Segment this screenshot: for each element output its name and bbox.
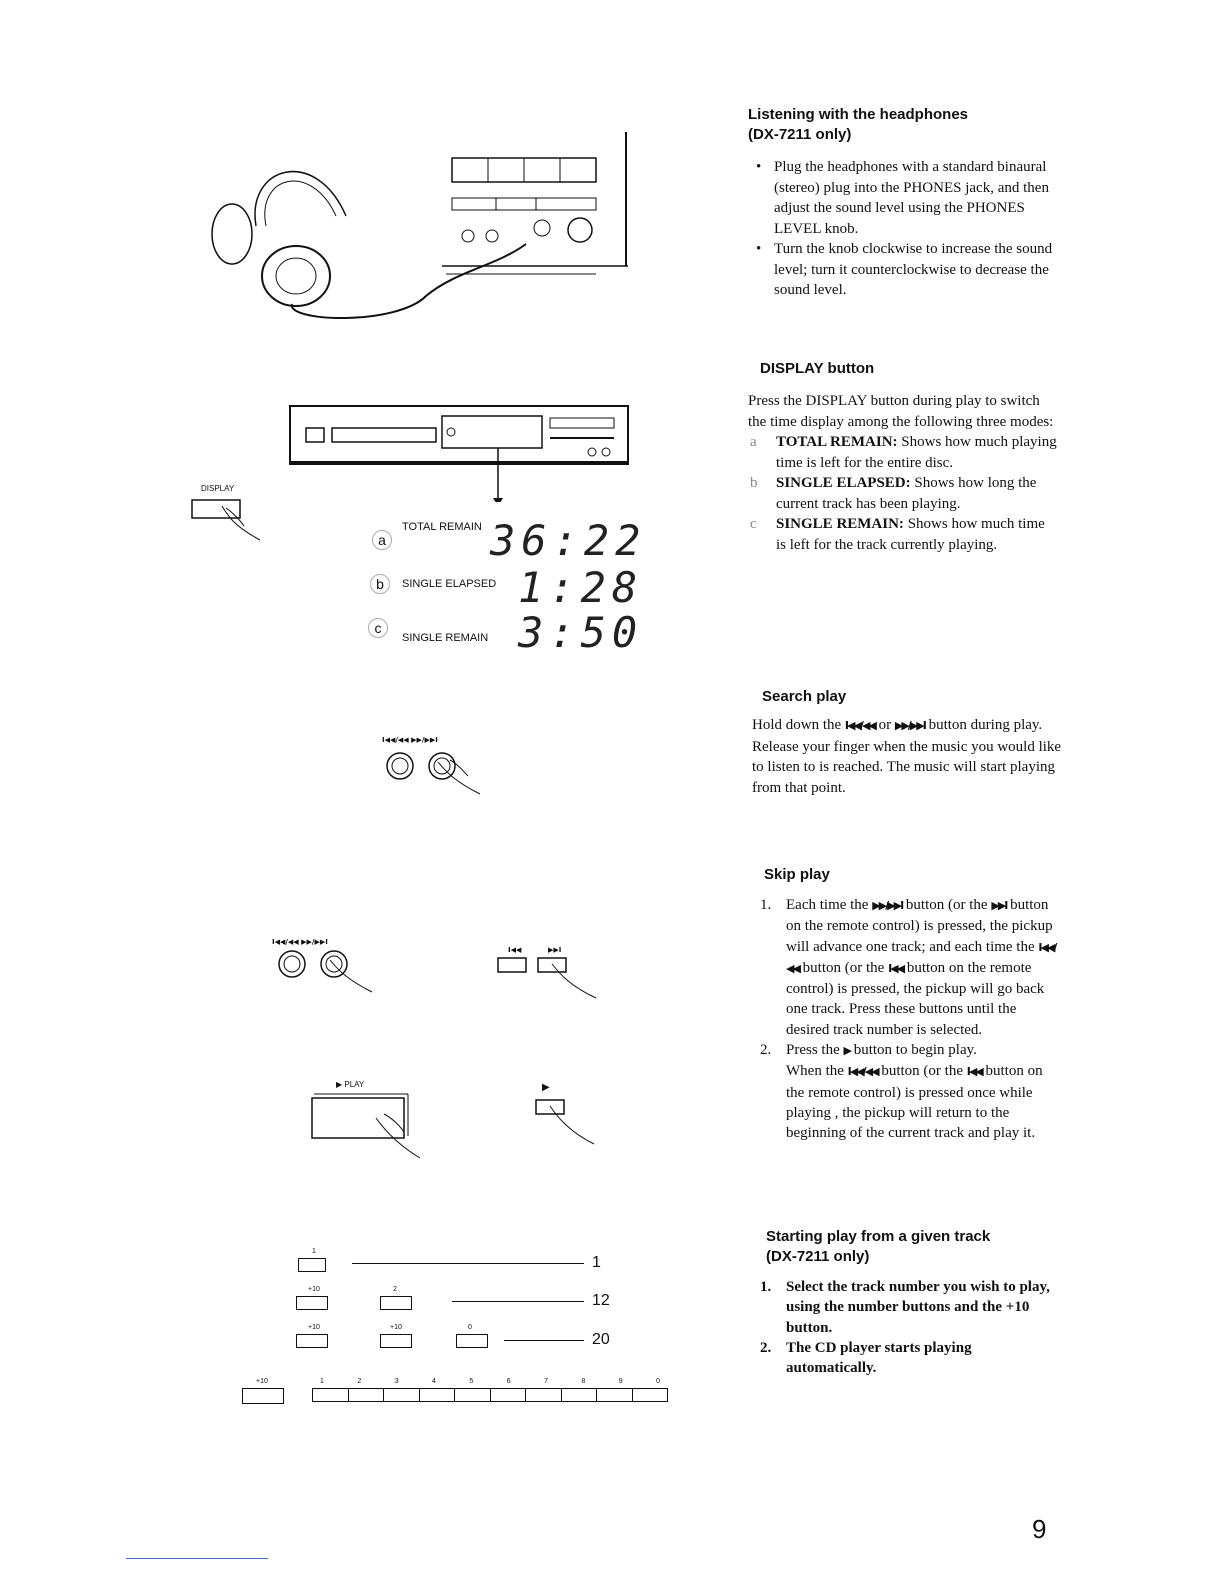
headphones-illustration (196, 126, 636, 326)
keypad-digit: 3 (394, 1378, 399, 1385)
btn-0 (456, 1334, 488, 1348)
btn-plus10-b (296, 1334, 328, 1348)
search-line-1: Hold down the I◀◀/◀◀ or ▶▶/▶▶I button during play. (752, 717, 1043, 733)
skip-section (752, 865, 1062, 1144)
play-label: ▶ PLAY (336, 1080, 365, 1089)
given-track-section (752, 1227, 1062, 1378)
given-track-steps (752, 1277, 1062, 1378)
track-20: 20 (592, 1331, 610, 1348)
display-mode-a: a TOTAL REMAIN: Shows how much playing time is left for the entire disc. (750, 434, 1057, 471)
remote-play-icon (534, 1096, 604, 1146)
keypad-digit: 6 (506, 1378, 511, 1385)
track-1: 1 (592, 1254, 601, 1271)
mode-a-mark: a (372, 530, 392, 550)
keypad-digit: 7 (544, 1378, 548, 1385)
display-mode-c: c SINGLE REMAIN: Shows how much time is left for the track currently playing. (750, 516, 1045, 553)
btn-1-label: 1 (312, 1248, 316, 1255)
remote-fwd-label: ▶▶I (548, 946, 562, 954)
keypad-bar (312, 1388, 668, 1402)
remote-back-label: I◀◀ (508, 946, 522, 954)
btn-0-label: 0 (468, 1324, 472, 1331)
lcd-total-remain: 36:22 (490, 516, 647, 565)
keypad-digit: 4 (432, 1378, 436, 1385)
display-button-label: DISPLAY (201, 484, 235, 493)
remote-play-label: ▶ (542, 1082, 548, 1093)
keypad-digit: 9 (618, 1378, 623, 1385)
headphones-section (748, 105, 1058, 301)
mode-c-mark: c (368, 618, 388, 638)
btn-2-label: 2 (393, 1286, 397, 1293)
headphones-title: Listening with the headphones (DX-7211 only) (748, 106, 969, 143)
total-remain-label: TOTAL REMAIN (402, 521, 482, 533)
remote-skip-icon (496, 956, 606, 1000)
keypad-plus10-label: +10 (256, 1378, 268, 1385)
display-section (748, 359, 1058, 555)
footer-rule (126, 1558, 268, 1559)
keypad-digit: 8 (581, 1378, 586, 1385)
btn-plus10-a (296, 1296, 328, 1310)
skip-step-1: 1. Each time the ▶▶/▶▶I button (or the ▶▶I button on the remote control) is pressed, the pickup will advance one track; and each time the I◀◀/◀◀ button (or the I◀◀ button on the remote control) is pressed, the pickup will go back one track. Press these buttons until the desired track number is selected. (760, 897, 1056, 1038)
keypad-digit: 0 (656, 1378, 660, 1385)
given-track-title: Starting play from a given track (DX-7211 only) (766, 1228, 991, 1265)
search-buttons-icon (380, 746, 490, 796)
headphones-bullets (748, 157, 1058, 301)
keypad-digit: 2 (357, 1378, 362, 1385)
single-remain-label: SINGLE REMAIN (402, 632, 489, 644)
btn-2 (380, 1296, 412, 1310)
lcd-single-elapsed: 1:28 (518, 563, 644, 612)
lcd-single-remain: 3:50 (518, 608, 644, 657)
headphones-bullet-1: • Plug the headphones with a standard binaural (stereo) plug into the PHONES jack, and then adjust the sound level using the PHONES LEVEL knob. (748, 157, 1058, 239)
page-number: 9 (1032, 1514, 1047, 1544)
arrow-to-12 (452, 1301, 584, 1302)
track-12: 12 (592, 1292, 610, 1309)
given-step-2: 2. The CD player starts playing automatically. (760, 1339, 972, 1377)
arrow-to-20 (504, 1340, 584, 1341)
keypad-digits (312, 1378, 668, 1388)
btn-plus10-c (380, 1334, 412, 1348)
btn-plus10-label-a: +10 (308, 1286, 320, 1293)
keypad-plus10 (242, 1388, 284, 1404)
keypad (312, 1378, 668, 1404)
btn-plus10-label-c: +10 (390, 1324, 402, 1331)
display-title: DISPLAY button (760, 360, 875, 377)
headphones-bullet-2: • Turn the knob clockwise to increase the sound level; turn it counterclockwise to decrease the sound level. (748, 239, 1058, 301)
keypad-digit: 1 (320, 1378, 324, 1385)
search-line-2: Release your finger when the music you would like to listen to is reached. The music will start playing from that point. (752, 738, 1062, 796)
mode-b-mark: b (370, 574, 390, 594)
display-mode-b: b SINGLE ELAPSED: Shows how long the current track has been playing. (750, 475, 1037, 512)
cd-player-illustration (288, 402, 633, 502)
single-elapsed-label: SINGLE ELAPSED (402, 578, 497, 590)
skip-buttons-label: I◀◀/◀◀ ▶▶/▶▶I (272, 938, 328, 946)
skip-title: Skip play (764, 866, 830, 883)
skip-buttons-icon (272, 946, 382, 996)
btn-1 (298, 1258, 326, 1272)
keypad-digit: 5 (469, 1378, 474, 1385)
search-section (752, 687, 1062, 798)
display-button-icon (190, 496, 270, 546)
display-modes (748, 432, 1058, 555)
display-intro: Press the DISPLAY button during play to switch the time display among the following three modes: (748, 393, 1054, 430)
search-title: Search play (762, 688, 847, 705)
btn-plus10-label-b: +10 (308, 1324, 320, 1331)
given-step-1: 1. Select the track number you wish to play, using the number buttons and the +10 button. (760, 1279, 1050, 1336)
search-buttons-label: I◀◀/◀◀ ▶▶/▶▶I (382, 736, 438, 744)
arrow-to-1 (352, 1263, 584, 1264)
skip-steps (752, 895, 1062, 1144)
skip-step-2: 2. Press the ▶ button to begin play. When the I◀◀/◀◀ button (or the I◀◀ button on the remote control) is pressed once while playing , the pickup will return to the beginning of the current track and play it. (760, 1042, 1043, 1142)
play-button-icon (310, 1092, 430, 1162)
